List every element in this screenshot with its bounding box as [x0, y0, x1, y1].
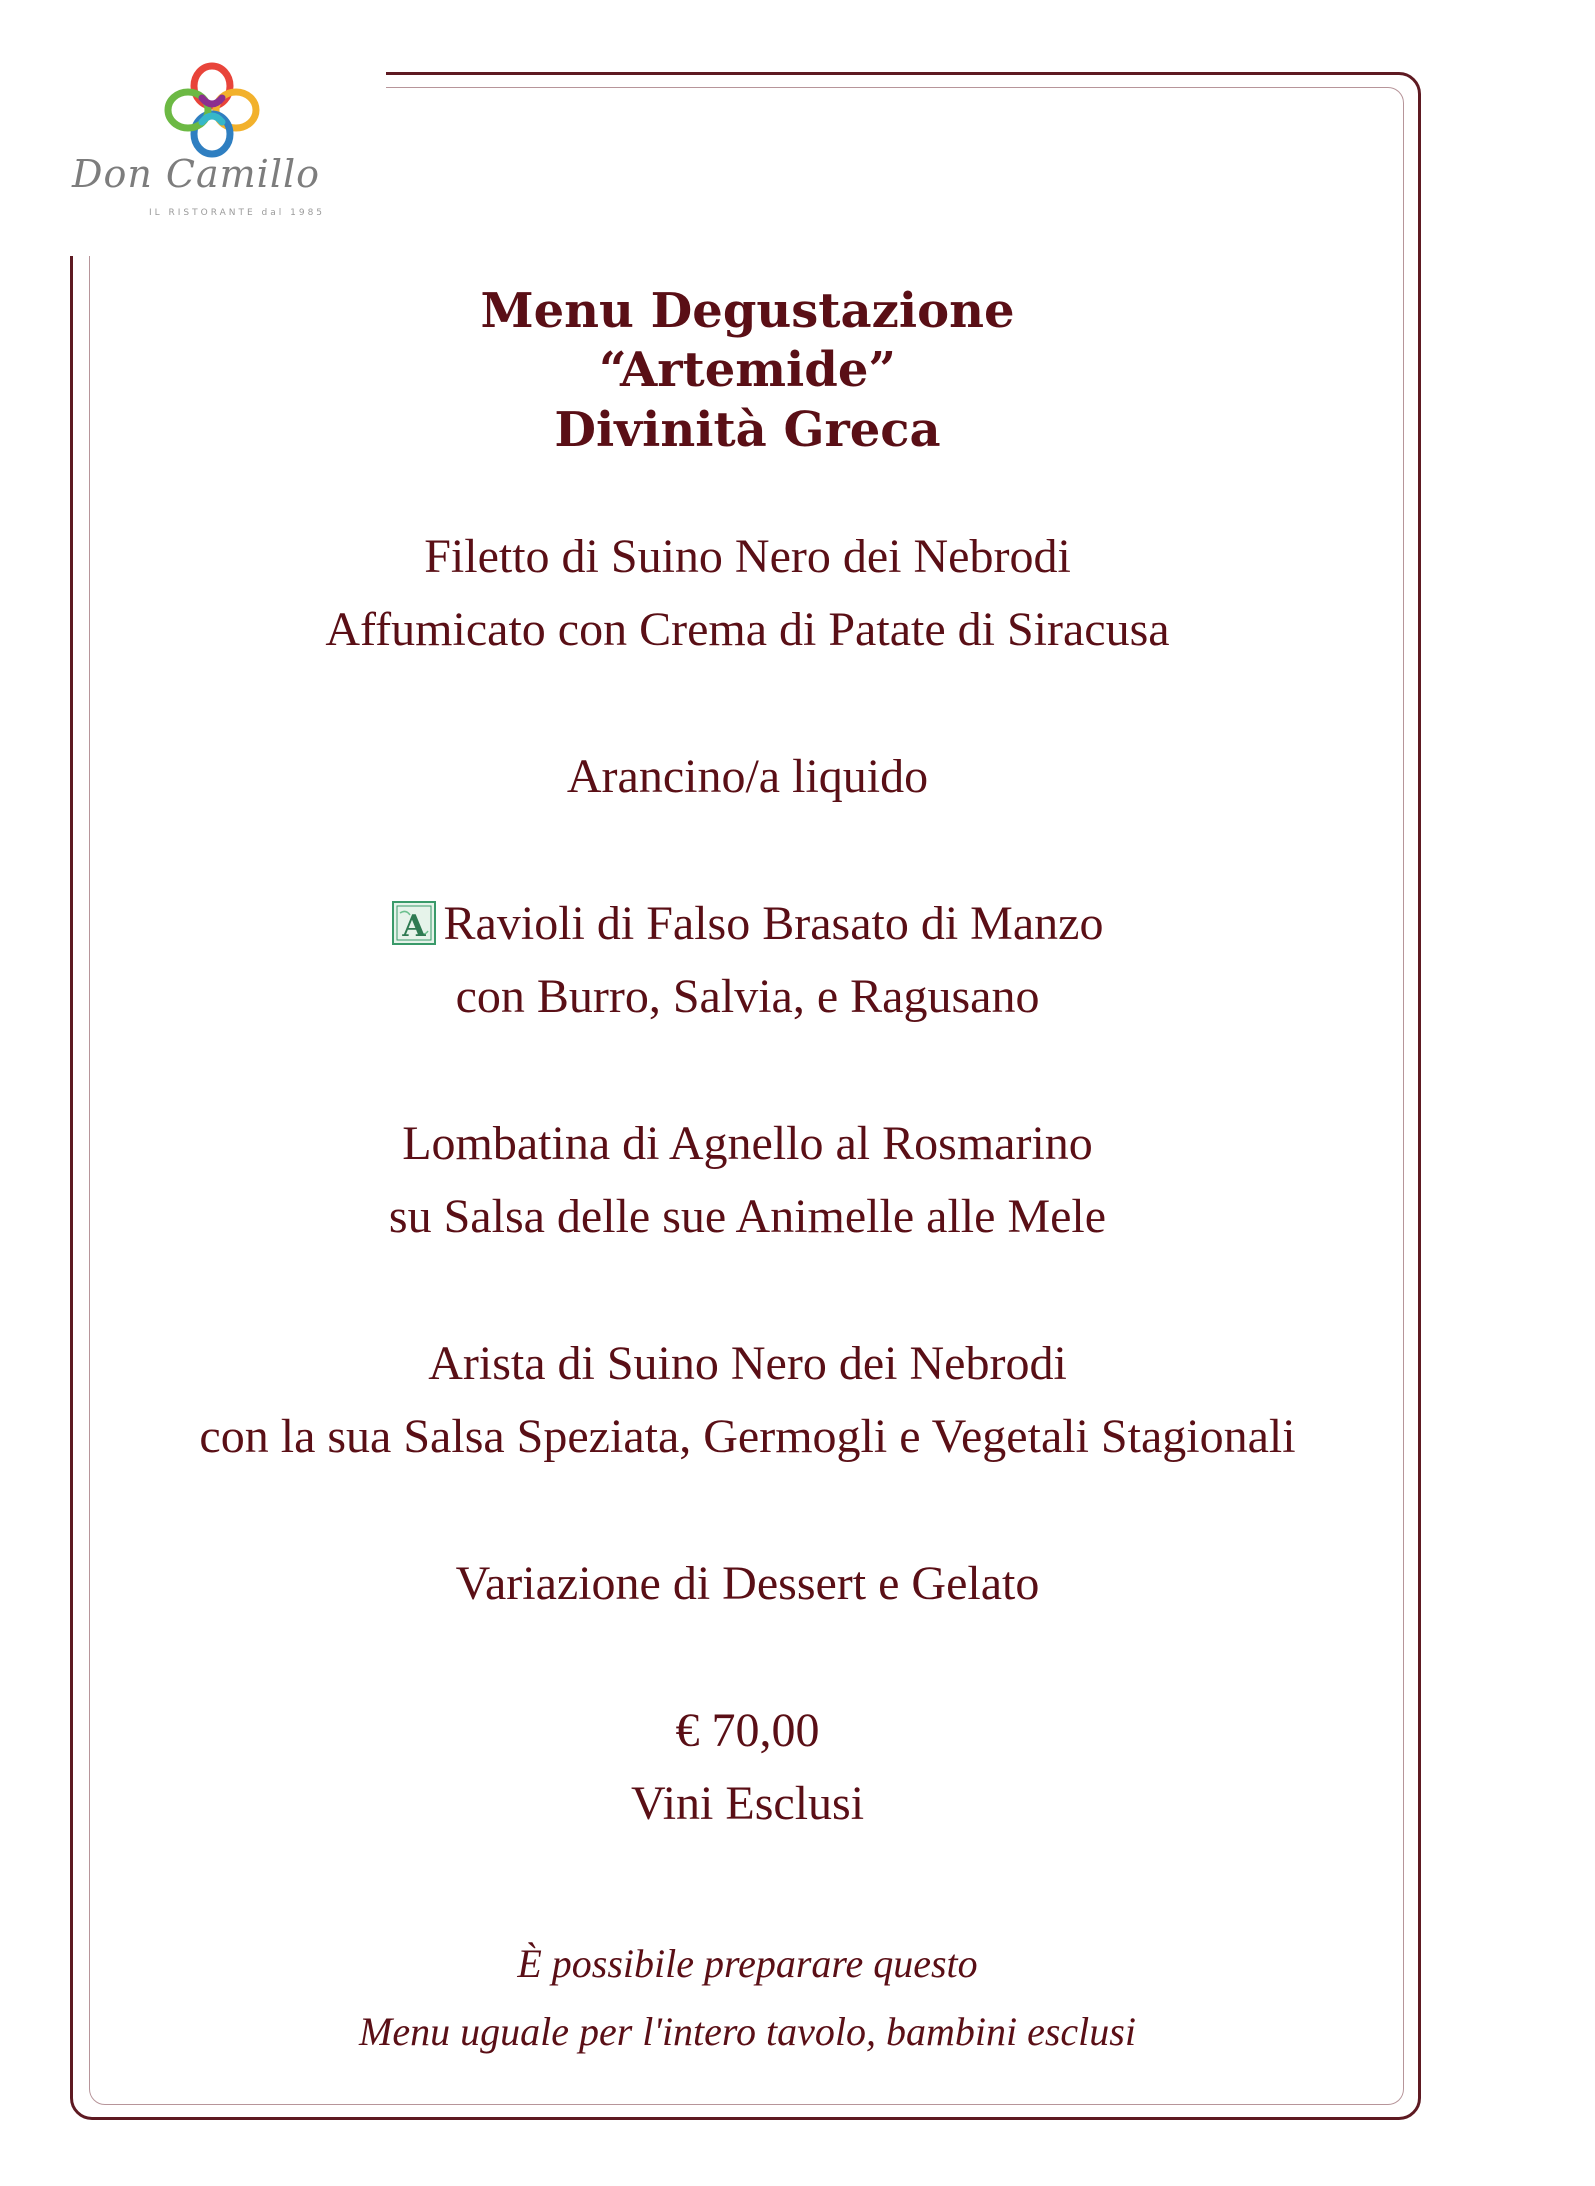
svg-text:A: A	[401, 909, 426, 944]
course-4-line-2: su Salsa delle sue Animelle alle Mele	[388, 1190, 1107, 1243]
course-5-line-2: con la sua Salsa Speziata, Germogli e Vegetali Stagionali	[199, 1410, 1296, 1463]
course-3-line-1	[90, 897, 1405, 950]
logo-wordmark: Don Camillo	[72, 152, 320, 196]
course-1-line-1: Filetto di Suino Nero dei Nebrodi	[424, 530, 1071, 583]
decorated-initial-a-icon	[392, 901, 436, 945]
course-3-line-2: con Burro, Salvia, e Ragusano	[455, 970, 1040, 1023]
course-3-line-1-text: Ravioli di Falso Brasato di Manzo	[443, 897, 1104, 950]
menu-title-line-2: “Artemide”	[599, 342, 896, 398]
menu-price-note: Vini Esclusi	[630, 1777, 865, 1830]
course-2-line-1: Arancino/a liquido	[566, 750, 929, 803]
course-6-line-1: Variazione di Dessert e Gelato	[455, 1557, 1040, 1610]
course-4-line-1: Lombatina di Agnello al Rosmarino	[402, 1117, 1093, 1170]
footer-note-line-2: Menu uguale per l'intero tavolo, bambini esclusi	[359, 2009, 1136, 2054]
menu-title-line-3: Divinità Greca	[554, 402, 941, 458]
logo-tagline: IL RISTORANTE dal 1985	[148, 208, 326, 218]
four-petal-knot-logo-icon	[162, 60, 262, 160]
menu-title-line-1: Menu Degustazione	[480, 283, 1015, 339]
course-1-line-2: Affumicato con Crema di Patate di Siracusa	[325, 603, 1170, 656]
restaurant-logo	[58, 56, 358, 234]
footer-note-line-1: È possibile preparare questo	[517, 1941, 978, 1986]
course-5-line-1: Arista di Suino Nero dei Nebrodi	[428, 1337, 1067, 1390]
menu-price: € 70,00	[675, 1704, 820, 1757]
